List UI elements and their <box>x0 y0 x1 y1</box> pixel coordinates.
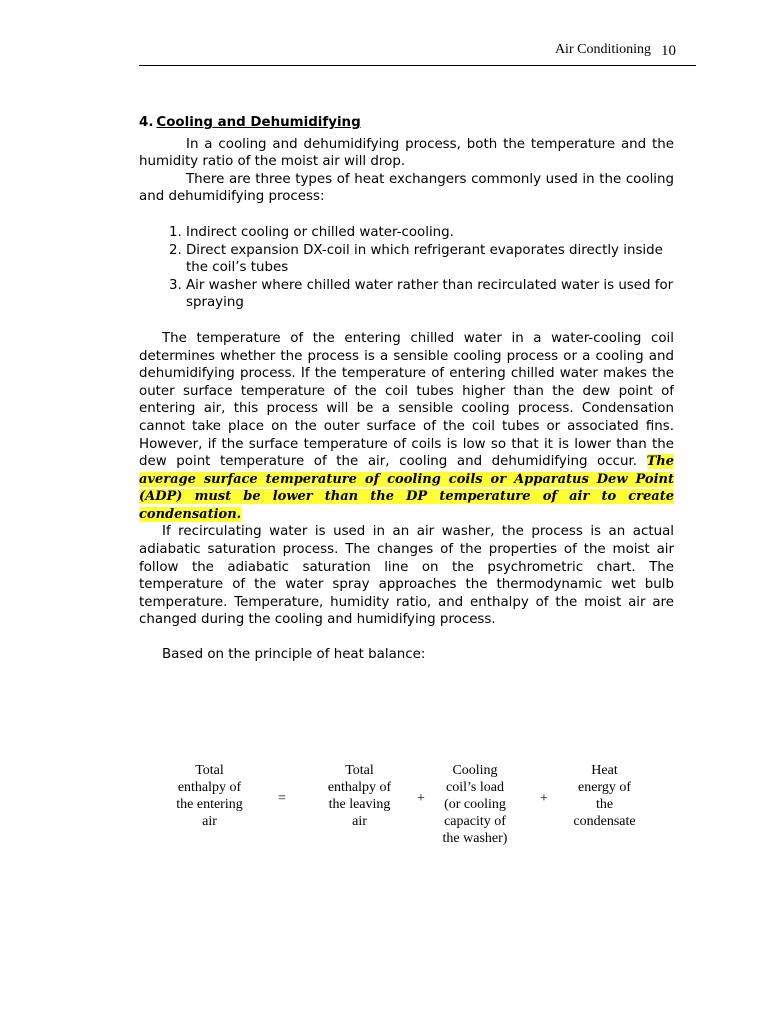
paragraph-water-cooling <box>139 330 674 524</box>
section-heading <box>139 114 674 132</box>
list-item: 1. Indirect cooling or chilled water-cooling. <box>186 224 674 242</box>
paragraph-heat-exchangers: There are three types of heat exchangers commonly used in the cooling and dehumidifying process: <box>139 171 674 205</box>
equation-term-leaving-air: Total enthalpy of the leaving air <box>327 763 392 829</box>
paragraph-intro: In a cooling and dehumidifying process, both the temperature and the humidity ratio of the moist air will drop. <box>139 136 674 170</box>
list-item: 3. Air washer where chilled water rather than recirculated water is used for spraying <box>186 277 674 312</box>
paragraph-air-washer: If recirculating water is used in an air washer, the process is an actual adiabatic saturation process. The changes of the properties of the moist air follow the adiabatic saturation line on the psychrometric chart. The temperature of the water spray approaches the thermodynamic wet bulb temperature. Temperature, humidity ratio, and enthalpy of the moist air are changed during the cooling and humidifying process. <box>139 524 674 628</box>
paragraph-heat-balance: Based on the principle of heat balance: <box>162 647 426 663</box>
plus-sign: + <box>540 791 548 806</box>
paragraph-text: The temperature of the entering chilled water in a water-cooling coil determines whether the process is a sensible cooling process or a cooling and dehumidifying process. If the temperature of entering chilled water makes the outer surface temperature of the coil tubes higher than the dew point of entering air, this process will be a sensible cooling process. Condensation cannot take place on the outer surface of the coil tubes or associated fins. However, if the surface temperature of coils is low so that it is lower than the dew point temperature of the air, cooling and dehumidifying occur. <box>139 330 674 470</box>
highlighted-text: The average surface temperature of cooling coils or Apparatus Dew Point (ADP) must be lower than the DP temperature of air to create condensation. <box>139 454 674 522</box>
equation-term-coil-load: Cooling coil’s load (or cooling capacity of the washer) <box>442 763 508 846</box>
header-title: Air Conditioning <box>554 42 651 57</box>
equation-term-entering-air: Total enthalpy of the entering air <box>176 763 243 829</box>
section-title: Cooling and Dehumidifying <box>156 115 361 130</box>
page-header <box>139 40 696 66</box>
plus-sign: + <box>417 791 425 806</box>
page-number: 10 <box>661 43 676 59</box>
heat-exchanger-list <box>139 224 674 312</box>
equation-term-condensate: Heat energy of the condensate <box>573 763 636 829</box>
heat-balance-equation <box>162 762 662 852</box>
equals-sign: = <box>278 791 286 806</box>
section-number: 4. <box>139 115 154 130</box>
list-item: 2. Direct expansion DX-coil in which refrigerant evaporates directly inside the coil’s tubes <box>186 242 674 277</box>
document-body <box>139 114 674 664</box>
